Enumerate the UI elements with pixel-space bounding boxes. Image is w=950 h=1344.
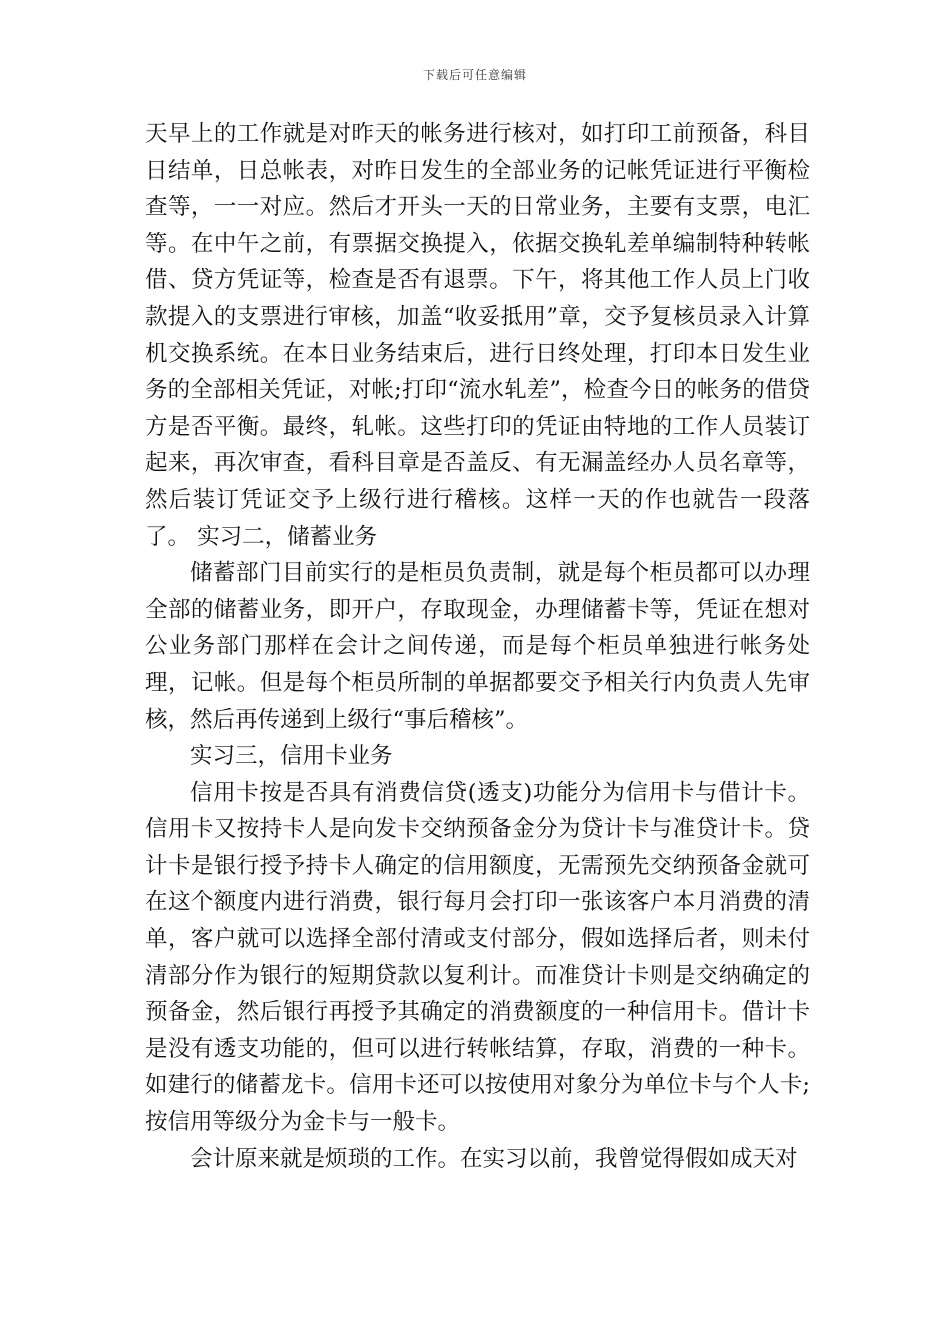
paragraph-4: 信用卡按是否具有消费信贷(透支)功能分为信用卡与借计卡。信用卡又按持卡人是向发卡交纳预备金分为贷计卡与准贷计卡。贷计卡是银行授予持卡人确定的信用额度，无需预先交纳预备金就可在这个额度内进行消费，银行每月会打印一张该客户本月消费的清单，客户就可以选择全部付清或支付部分，假如选择后者，则未付清部分作为银行的短期贷款以复利计。而准贷计卡则是交纳确定的预备金，然后银行再授予其确定的消费额度的一种信用卡。借计卡是没有透支功能的，但可以进行转帐结算，存取，消费的一种卡。如建行的储蓄龙卡。信用卡还可以按使用对象分为单位卡与个人卡;按信用等级分为金卡与一般卡。 (145, 779, 810, 1136)
paragraph-3-heading: 实习三，信用卡业务 (190, 743, 393, 770)
document-body (145, 116, 810, 1177)
paragraph-5: 会计原来就是烦琐的工作。在实习以前，我曾觉得假如成天对 (190, 1145, 798, 1172)
page-header: 下载后可任意编辑 (422, 68, 527, 82)
paragraph-2: 储蓄部门目前实行的是柜员负责制，就是每个柜员都可以办理全部的储蓄业务，即开户，存取现金，办理储蓄卡等，凭证在想对公业务部门那样在会计之间传递，而是每个柜员单独进行帐务处理，记帐。但是每个柜员所制的单据都要交予相关行内负责人先审核，然后再传递到上级行“事后稽核”。 (145, 560, 810, 733)
paragraph-1: 天早上的工作就是对昨天的帐务进行核对，如打印工前预备，科目日结单，日总帐表，对昨日发生的全部业务的记帐凭证进行平衡检查等，一一对应。然后才开头一天的日常业务，主要有支票，电汇等。在中午之前，有票据交换提入，依据交换轧差单编制特种转帐借、贷方凭证等，检查是否有退票。下午，将其他工作人员上门收款提入的支票进行审核，加盖“收妥抵用”章，交予复核员录入计算机交换系统。在本日业务结束后，进行日终处理，打印本日发生业务的全部相关凭证，对帐;打印“流水轧差”，检查今日的帐务的借贷方是否平衡。最终，轧帐。这些打印的凭证由特地的工作人员装订起来，再次审查，看科目章是否盖反、有无漏盖经办人员名章等，然后装订凭证交予上级行进行稽核。这样一天的作也就告一段落了。 实习二，储蓄业务 (145, 121, 810, 550)
